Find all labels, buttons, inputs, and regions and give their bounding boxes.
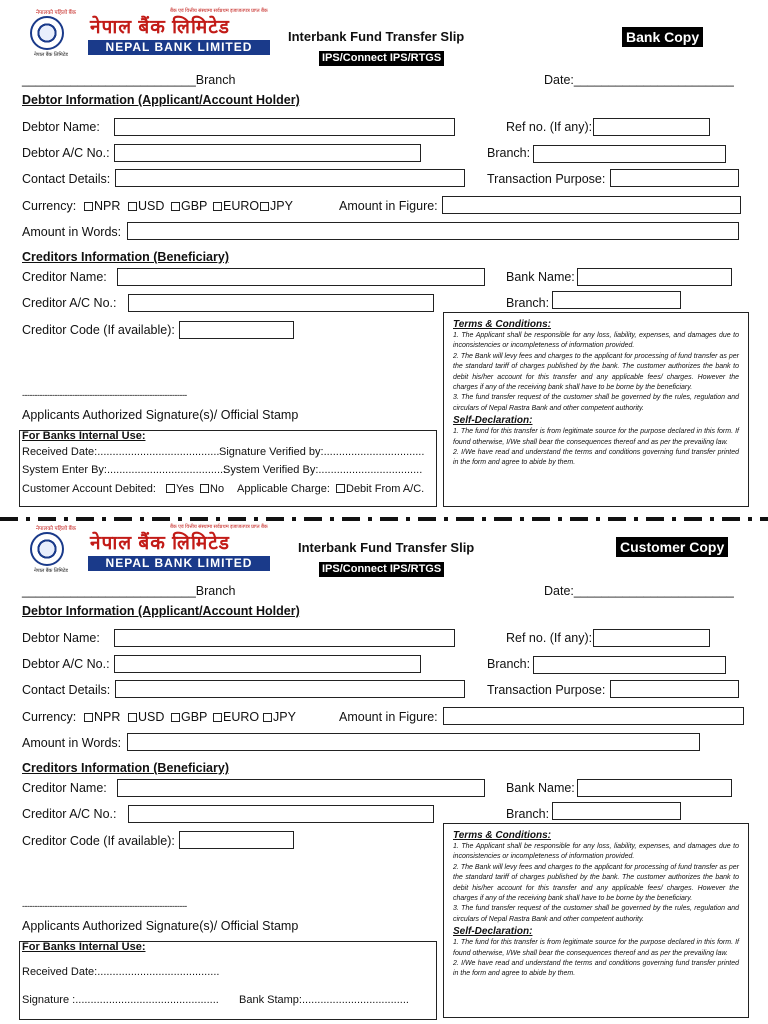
date-line[interactable]: Date:_______________________ xyxy=(544,584,734,598)
branch-field[interactable] xyxy=(533,145,726,163)
logo-nepali-name: नेपाल बैंक लिमिटेड xyxy=(90,17,230,38)
creditor-ac-field[interactable] xyxy=(128,805,434,823)
system-enter: System Enter By:....................................... xyxy=(22,464,227,476)
purpose-field[interactable] xyxy=(610,680,739,698)
currency-jpy-option[interactable] xyxy=(263,711,296,724)
bank-name-field[interactable] xyxy=(577,268,732,286)
signature-verified: Signature Verified by:................................. xyxy=(219,446,425,458)
slip-title: Interbank Fund Transfer Slip xyxy=(298,540,475,555)
signature-line-internal: Signature :............................................... xyxy=(22,994,219,1006)
self-declaration-item: 1. The fund for this transfer is from legitimate source for the purpose declared in this form. If found otherwise, I/We shall bear the consequences thereof and as per the prevailing law. xyxy=(453,428,739,446)
ref-no-field[interactable] xyxy=(593,629,710,647)
nepal-bank-logo xyxy=(30,8,270,60)
received-date: Received Date:........................................ xyxy=(22,446,220,458)
currency-gbp-label: GBP xyxy=(181,710,208,724)
terms-box xyxy=(443,312,749,507)
copy-label: Customer Copy xyxy=(616,537,728,557)
currency-jpy-option[interactable] xyxy=(260,200,293,213)
signature-line: ------------------------------------------------------------------ xyxy=(22,901,187,911)
contact-label: Contact Details: xyxy=(22,683,111,697)
checkbox-icon[interactable] xyxy=(213,713,222,722)
currency-gbp-option[interactable] xyxy=(171,711,207,724)
account-debited-label: Customer Account Debited: xyxy=(22,483,156,495)
logo-under-seal-text: नेपाल बैंक लिमिटेड xyxy=(34,52,68,58)
ref-no-label: Ref no. (If any): xyxy=(506,120,593,134)
amount-figure-field[interactable] xyxy=(442,196,741,214)
amount-words-field[interactable] xyxy=(127,222,739,240)
creditor-code-label: Creditor Code (If available): xyxy=(22,834,175,848)
signature-line: ------------------------------------------------------------------ xyxy=(22,390,187,400)
currency-gbp-label: GBP xyxy=(181,199,208,213)
internal-use-header: For Banks Internal Use: xyxy=(22,430,146,442)
currency-npr-label: NPR xyxy=(94,199,121,213)
logo-top-text: नेपालको पहिलो बैंक xyxy=(36,10,77,16)
bank-stamp: Bank Stamp:................................... xyxy=(239,994,409,1006)
currency-npr-option[interactable] xyxy=(84,200,120,213)
creditor-branch-label: Branch: xyxy=(506,296,550,310)
creditor-ac-field[interactable] xyxy=(128,294,434,312)
bank-seal-icon xyxy=(30,16,64,50)
checkbox-icon xyxy=(336,484,345,493)
logo-english-name: NEPAL BANK LIMITED xyxy=(88,40,270,55)
ips-label: IPS/Connect IPS/RTGS xyxy=(319,51,444,66)
bank-name-label: Bank Name: xyxy=(506,781,575,795)
creditor-branch-field[interactable] xyxy=(552,802,681,820)
cut-line xyxy=(0,517,768,521)
terms-item: 1. The Applicant shall be responsible for any loss, liability, expenses, and damages due to inconsistencies or incompleteness of information provided. xyxy=(453,843,739,861)
debtor-ac-field[interactable] xyxy=(114,655,421,673)
copy-label: Bank Copy xyxy=(622,27,703,47)
debtor-ac-label: Debtor A/C No.: xyxy=(22,146,110,160)
currency-jpy-label: JPY xyxy=(270,199,293,213)
self-declaration-item: 2. I/We have read and understand the terms and conditions governing fund transfer printed in the form and agree to abide by them. xyxy=(453,449,739,467)
signature-label: Applicants Authorized Signature(s)/ Official Stamp xyxy=(22,408,299,422)
purpose-field[interactable] xyxy=(610,169,739,187)
debtor-name-field[interactable] xyxy=(114,629,455,647)
terms-item: 2. The Bank will levy fees and charges to the applicant for processing of fund transfer as per the standard tariff of charges published by the bank. The customer authorizes the bank to debit his/her account for this transfer and any applicable fees/ charges. However the charges if any of the receiving bank shall have to be borne by the beneficiary. xyxy=(453,352,739,392)
checkbox-icon xyxy=(200,484,209,493)
currency-npr-label: NPR xyxy=(94,710,121,724)
debited-no-option xyxy=(200,484,224,495)
debited-no-label: No xyxy=(210,483,225,495)
amount-figure-label: Amount in Figure: xyxy=(339,199,438,213)
contact-field[interactable] xyxy=(115,680,465,698)
self-declaration-heading: Self-Declaration: xyxy=(453,415,533,427)
creditor-name-field[interactable] xyxy=(117,779,485,797)
checkbox-icon[interactable] xyxy=(260,202,269,211)
nepal-bank-logo xyxy=(30,524,270,576)
creditor-name-label: Creditor Name: xyxy=(22,270,107,284)
debited-yes-option xyxy=(166,484,194,495)
creditor-ac-label: Creditor A/C No.: xyxy=(22,807,117,821)
logo-tagline: बैंक एवं वित्तीय संस्थामा सर्वप्रथम इजाजतपत्र प्राप्त बैंक xyxy=(170,524,268,530)
checkbox-icon[interactable] xyxy=(213,202,222,211)
checkbox-icon[interactable] xyxy=(263,713,272,722)
checkbox-icon[interactable] xyxy=(171,713,180,722)
checkbox-icon[interactable] xyxy=(84,202,93,211)
system-verified: System Verified By:.................................. xyxy=(223,464,423,476)
self-declaration-item: 2. I/We have read and understand the terms and conditions governing fund transfer printed in the form and agree to abide by them. xyxy=(453,960,739,978)
currency-euro-label: EURO xyxy=(223,710,260,724)
creditor-branch-field[interactable] xyxy=(552,291,681,309)
currency-label: Currency: xyxy=(22,199,77,213)
currency-npr-option[interactable] xyxy=(84,711,120,724)
bank-name-field[interactable] xyxy=(577,779,732,797)
ips-label: IPS/Connect IPS/RTGS xyxy=(319,562,444,577)
amount-words-field[interactable] xyxy=(127,733,700,751)
creditor-header: Creditors Information (Beneficiary) xyxy=(22,761,229,775)
creditor-code-field[interactable] xyxy=(179,321,294,339)
received-date: Received Date:........................................ xyxy=(22,966,220,978)
amount-figure-label: Amount in Figure: xyxy=(339,710,438,724)
currency-usd-label: USD xyxy=(138,199,165,213)
terms-item: 1. The Applicant shall be responsible for any loss, liability, expenses, and damages due to inconsistencies or incompleteness of information provided. xyxy=(453,332,739,350)
slip-title: Interbank Fund Transfer Slip xyxy=(288,29,465,44)
currency-jpy-label: JPY xyxy=(273,710,296,724)
debtor-name-label: Debtor Name: xyxy=(22,120,100,134)
terms-item: 3. The fund transfer request of the customer shall be governed by the rules, regulation and circulars of Nepal Rastra Bank and other competent authority. xyxy=(453,905,739,923)
terms-heading: Terms & Conditions: xyxy=(453,830,551,841)
branch-label: Branch: xyxy=(487,146,531,160)
currency-gbp-option[interactable] xyxy=(171,200,207,213)
contact-label: Contact Details: xyxy=(22,172,111,186)
logo-top-text: नेपालको पहिलो बैंक xyxy=(36,526,77,532)
debit-from-ac-option xyxy=(336,484,424,495)
debtor-ac-label: Debtor A/C No.: xyxy=(22,657,110,671)
bank-name-label: Bank Name: xyxy=(506,270,575,284)
logo-nepali-name: नेपाल बैंक लिमिटेड xyxy=(90,533,230,554)
logo-under-seal-text: नेपाल बैंक लिमिटेड xyxy=(34,568,68,574)
checkbox-icon[interactable] xyxy=(84,713,93,722)
creditor-header: Creditors Information (Beneficiary) xyxy=(22,250,229,264)
currency-usd-label: USD xyxy=(138,710,165,724)
bank-seal-icon xyxy=(30,532,64,566)
amount-words-label: Amount in Words: xyxy=(22,736,122,750)
creditor-name-label: Creditor Name: xyxy=(22,781,107,795)
amount-words-label: Amount in Words: xyxy=(22,225,122,239)
internal-use-header: For Banks Internal Use: xyxy=(22,941,146,953)
self-declaration-heading: Self-Declaration: xyxy=(453,926,533,938)
ref-no-label: Ref no. (If any): xyxy=(506,631,593,645)
debtor-header: Debtor Information (Applicant/Account Holder) xyxy=(22,604,300,618)
internal-use-box xyxy=(19,941,437,1020)
debtor-header: Debtor Information (Applicant/Account Holder) xyxy=(22,93,300,107)
creditor-code-field[interactable] xyxy=(179,831,294,849)
creditor-ac-label: Creditor A/C No.: xyxy=(22,296,117,310)
terms-item: 3. The fund transfer request of the customer shall be governed by the rules, regulation and circulars of Nepal Rastra Bank and other competent authority. xyxy=(453,394,739,412)
branch-field[interactable] xyxy=(533,656,726,674)
amount-figure-field[interactable] xyxy=(443,707,744,725)
self-declaration-item: 1. The fund for this transfer is from legitimate source for the purpose declared in this form. If found otherwise, I/We shall bear the consequences thereof and as per the prevailing law. xyxy=(453,939,739,957)
date-line[interactable]: Date:_______________________ xyxy=(544,73,734,87)
currency-euro-option[interactable] xyxy=(213,200,259,213)
currency-euro-option[interactable] xyxy=(213,711,259,724)
signature-label: Applicants Authorized Signature(s)/ Official Stamp xyxy=(22,919,299,933)
currency-usd-option[interactable] xyxy=(128,711,164,724)
contact-field[interactable] xyxy=(115,169,465,187)
purpose-label: Transaction Purpose: xyxy=(487,172,606,186)
branch-line: _________________________Branch xyxy=(22,73,236,87)
debtor-name-label: Debtor Name: xyxy=(22,631,100,645)
logo-english-name: NEPAL BANK LIMITED xyxy=(88,556,270,571)
terms-heading: Terms & Conditions: xyxy=(453,319,551,330)
debited-yes-label: Yes xyxy=(176,483,194,495)
purpose-label: Transaction Purpose: xyxy=(487,683,606,697)
currency-label: Currency: xyxy=(22,710,77,724)
checkbox-icon[interactable] xyxy=(171,202,180,211)
creditor-name-field[interactable] xyxy=(117,268,485,286)
creditor-branch-label: Branch: xyxy=(506,807,550,821)
internal-use-box xyxy=(19,430,437,507)
terms-box xyxy=(443,823,749,1018)
applicable-charge-label: Applicable Charge: xyxy=(237,483,330,495)
checkbox-icon xyxy=(166,484,175,493)
checkbox-icon[interactable] xyxy=(128,202,137,211)
creditor-code-label: Creditor Code (If available): xyxy=(22,323,175,337)
currency-usd-option[interactable] xyxy=(128,200,164,213)
checkbox-icon[interactable] xyxy=(128,713,137,722)
debtor-ac-field[interactable] xyxy=(114,144,421,162)
branch-label: Branch: xyxy=(487,657,531,671)
terms-item: 2. The Bank will levy fees and charges to the applicant for processing of fund transfer as per the standard tariff of charges published by the bank. The customer authorizes the bank to debit his/her account for this transfer and any applicable fees/ charges. However the charges if any of the receiving bank shall have to be borne by the beneficiary. xyxy=(453,863,739,903)
debtor-name-field[interactable] xyxy=(114,118,455,136)
currency-euro-label: EURO xyxy=(223,199,260,213)
logo-tagline: बैंक एवं वित्तीय संस्थामा सर्वप्रथम इजाजतपत्र प्राप्त बैंक xyxy=(170,8,268,14)
debit-from-ac-label: Debit From A/C. xyxy=(346,483,425,495)
ref-no-field[interactable] xyxy=(593,118,710,136)
branch-line: _________________________Branch xyxy=(22,584,236,598)
